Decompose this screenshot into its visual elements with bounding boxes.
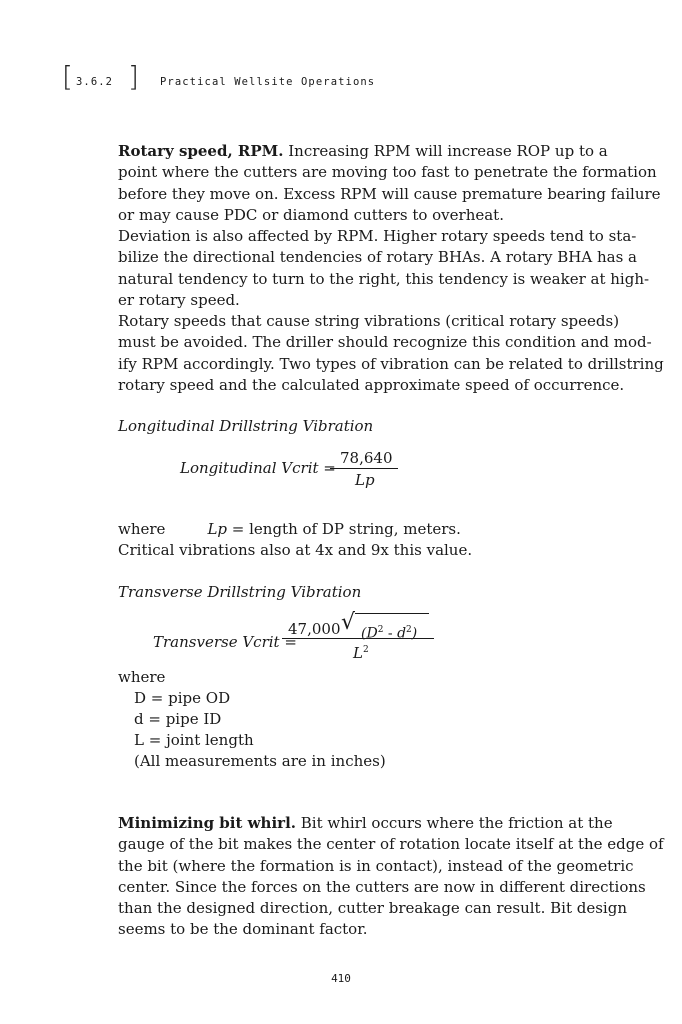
paragraph-rotary-speed (118, 141, 661, 226)
paragraph-line: er rotary speed. (118, 290, 240, 309)
heading-transverse: Transverse Drillstring Vibration (118, 583, 362, 601)
paragraph-bit-whirl (118, 813, 664, 941)
run-in-heading-rotary: Rotary speed, RPM. (118, 142, 284, 160)
denominator-L: L (353, 644, 363, 662)
radical-sign: √ (341, 610, 356, 635)
radicand-D-exponent: 2 (377, 625, 384, 635)
paragraph-line: rotary speed and the calculated approximate speed of occurrence. (118, 375, 625, 394)
where-line-longitudinal (118, 519, 461, 540)
paragraph-line: ify RPM accordingly. Two types of vibration can be related to drillstring (118, 354, 664, 373)
paragraph-vibration (118, 311, 664, 396)
paragraph-line: must be avoided. The driller should recognize this condition and mod- (118, 333, 652, 352)
formula-denominator-longitudinal: Lp (355, 471, 375, 489)
paragraph-line: natural tendency to turn to the right, this tendency is weaker at high- (118, 269, 650, 288)
fraction-bar-longitudinal (330, 468, 398, 469)
formula-denominator-transverse (353, 640, 369, 664)
fraction-bar-transverse (282, 638, 434, 639)
where-word: where (118, 520, 166, 538)
radicand-d-exponent: 2 (406, 625, 412, 635)
formula-lhs-transverse: Transverse Vcrit = (153, 633, 297, 651)
radicand-D: D (366, 625, 378, 642)
heading-longitudinal: Longitudinal Drillstring Vibration (118, 417, 374, 435)
where-variable: Lp (207, 520, 228, 538)
definition-L: L = joint length (134, 731, 254, 749)
run-in-heading-whirl: Minimizing bit whirl. (118, 814, 296, 832)
paragraph-line: point where the cutters are moving too fast to penetrate the formation (118, 163, 657, 182)
line-text: Bit whirl occurs where the friction at the (296, 814, 613, 832)
paragraph-line: Rotary speeds that cause string vibrations (critical rotary speeds) (118, 312, 620, 330)
paragraph-line: or may cause PDC or diamond cutters to overheat. (118, 205, 504, 224)
paragraph-line (118, 226, 637, 247)
paragraph-line (118, 141, 608, 162)
paragraph-line: the bit (where the formation is in contact), instead of the geometric (118, 856, 634, 875)
definition-d: d = pipe ID (134, 710, 222, 728)
right-bracket: ] (128, 60, 141, 93)
line-text: Increasing RPM will increase ROP up to a (283, 142, 608, 160)
denominator-exponent: 2 (362, 645, 369, 655)
radicand-minus: - (383, 625, 398, 642)
where-line-transverse: where (118, 668, 166, 686)
paragraph-line: gauge of the bit makes the center of rotation locate itself at the edge of (118, 835, 664, 854)
formula-coefficient-transverse: 47,000 (288, 620, 341, 638)
note-critical-vibrations: Critical vibrations also at 4x and 9x this value. (118, 541, 473, 559)
paragraph-line: than the designed direction, cutter breakage can result. Bit design (118, 899, 627, 918)
page-number: 410 (331, 972, 351, 985)
paragraph-deviation (118, 226, 650, 311)
paragraph-line: before they move on. Excess RPM will cause premature bearing failure (118, 184, 661, 203)
radical-overbar (355, 613, 429, 614)
formula-radicand: $(D^2 - d^2)$ (361, 625, 418, 642)
paragraph-line: seems to be the dominant factor. (118, 920, 368, 939)
formula-numerator-longitudinal: 78,640 (340, 449, 393, 467)
paragraph-line: center. Since the forces on the cutters are now in different directions (118, 877, 646, 896)
line-text: Deviation is also affected by RPM. Higher rotary speeds tend to sta- (118, 227, 637, 245)
left-bracket: [ (62, 60, 75, 93)
definition-units: (All measurements are in inches) (134, 752, 386, 770)
formula-lhs-longitudinal: Longitudinal Vcrit = (180, 459, 336, 477)
radicand-d: d (397, 625, 407, 642)
where-definition: = length of DP string, meters. (227, 520, 461, 538)
paragraph-line: bilize the directional tendencies of rotary BHAs. A rotary BHA has a (118, 248, 638, 267)
definition-D: D = pipe OD (134, 689, 231, 707)
running-title: Practical Wellsite Operations (160, 76, 376, 88)
section-number: 3.6.2 (76, 76, 114, 88)
paragraph-line (118, 813, 613, 834)
